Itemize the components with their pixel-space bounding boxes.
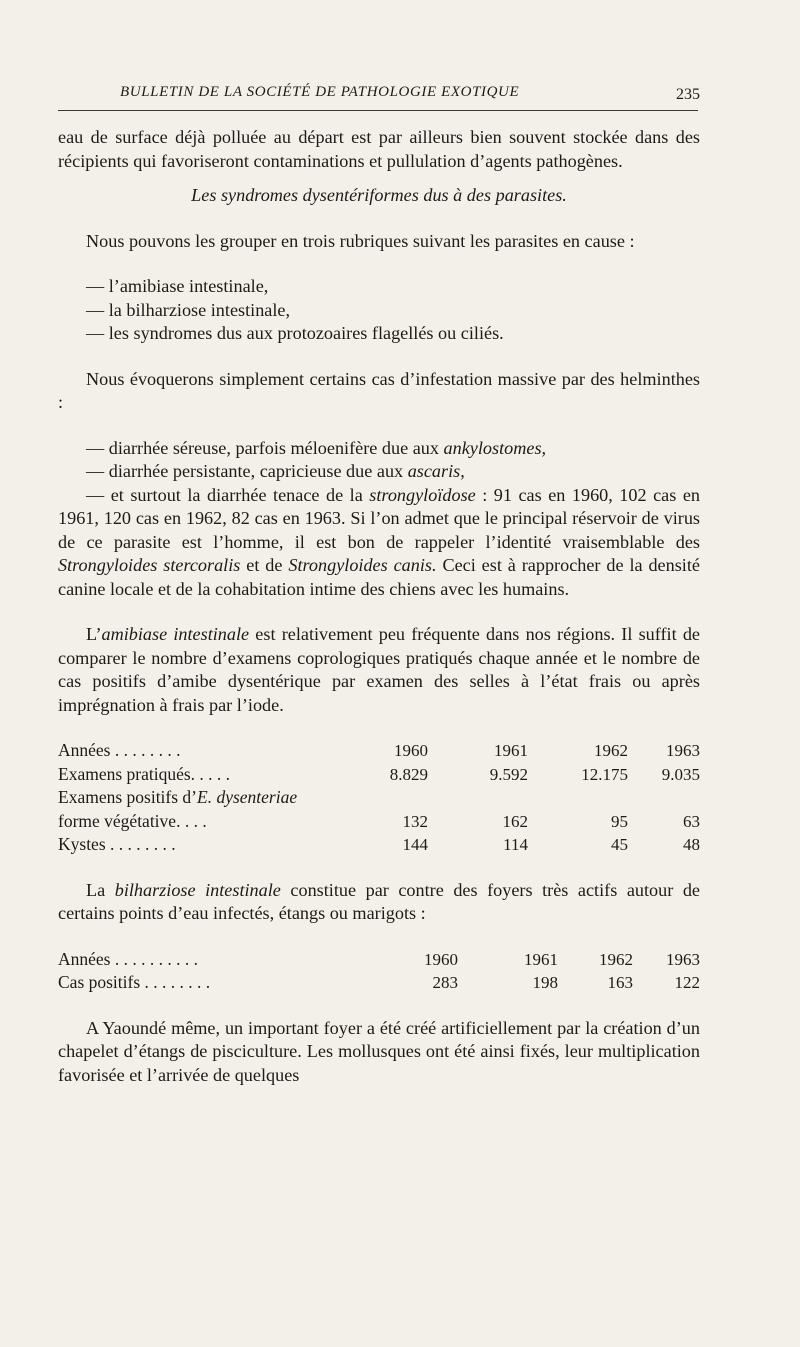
list-item: — l’amibiase intestinale, bbox=[86, 276, 269, 296]
header-rule bbox=[58, 110, 698, 111]
section-title: Les syndromes dysentériformes dus à des parasites. bbox=[191, 185, 567, 205]
list-item: — les syndromes dus aux protozoaires flagellés ou ciliés. bbox=[86, 323, 504, 343]
paragraph-2: Nous pouvons les grouper en trois rubriques suivant les parasites en cause : bbox=[86, 230, 635, 251]
table-row: Années . . . . . . . . 1960 1961 1962 1963 bbox=[58, 740, 700, 760]
table-row: Kystes . . . . . . . . 144 114 45 48 bbox=[58, 834, 700, 854]
body-text bbox=[58, 126, 700, 1087]
page-number: 235 bbox=[676, 86, 700, 103]
running-head bbox=[60, 84, 700, 112]
table-row: Examens pratiqués. . . . . 8.829 9.592 12.175 9.035 bbox=[58, 763, 700, 784]
paragraph-4: L’amibiase intestinale est relativement peu fréquente dans nos régions. Il suffit de comparer le nombre d’examens coprologiques pratiqués chaque année et le nombre de cas positifs d’amibe dysentérique par examen des selles à l’état frais ou après imprégnation à frais par l’iode. bbox=[58, 624, 700, 715]
paragraph-5: La bilharziose intestinale constitue par contre des foyers très actifs autour de certains points d’eau infectés, étangs ou marigots : bbox=[58, 879, 700, 923]
list-item: — diarrhée séreuse, parfois méloenifère due aux ankylostomes, bbox=[86, 437, 547, 458]
amibiase-table bbox=[58, 739, 700, 857]
paragraph-1: eau de surface déjà polluée au départ est par ailleurs bien souvent stockée dans des récipients qui favoriseront contaminations et pullulation d’agents pathogènes. bbox=[58, 127, 700, 171]
list-item: — la bilharziose intestinale, bbox=[86, 299, 291, 320]
table-row: Cas positifs . . . . . . . . 283 198 163 122 bbox=[58, 972, 700, 992]
list-item: — et surtout la diarrhée tenace de la strongyloïdose : 91 cas en 1960, 102 cas en 1961, 120 cas en 1962, 82 cas en 1963. Si l’on admet que le principal réservoir de virus de ce parasite est l’homme, il est bon de rappeler l’identité vraisemblable des Strongyloides stercoralis et de Strongyloides canis. Ceci est à rapprocher de la densité canine locale et de la cohabitation intime des chiens avec les humains. bbox=[58, 484, 700, 599]
table-row: Examens positifs d’E. dysenteriae bbox=[58, 787, 298, 807]
table-row: Années . . . . . . . . . . 1960 1961 1962 1963 bbox=[58, 948, 700, 969]
list-item: — diarrhée persistante, capricieuse due aux ascaris, bbox=[86, 461, 465, 481]
table-row: forme végétative. . . . 132 162 95 63 bbox=[58, 810, 700, 831]
paragraph-3: Nous évoquerons simplement certains cas d’infestation massive par des helminthes : bbox=[58, 368, 700, 412]
paragraph-6: A Yaoundé même, un important foyer a été créé artificiellement par la création d’un chapelet d’étangs de pisciculture. Les mollusques ont été ainsi fixés, leur multiplication favorisée et l’arrivée de quelques bbox=[58, 1017, 700, 1085]
bilharziose-table bbox=[58, 948, 700, 995]
journal-title: BULLETIN DE LA SOCIÉTÉ DE PATHOLOGIE EXOTIQUE bbox=[120, 84, 520, 100]
